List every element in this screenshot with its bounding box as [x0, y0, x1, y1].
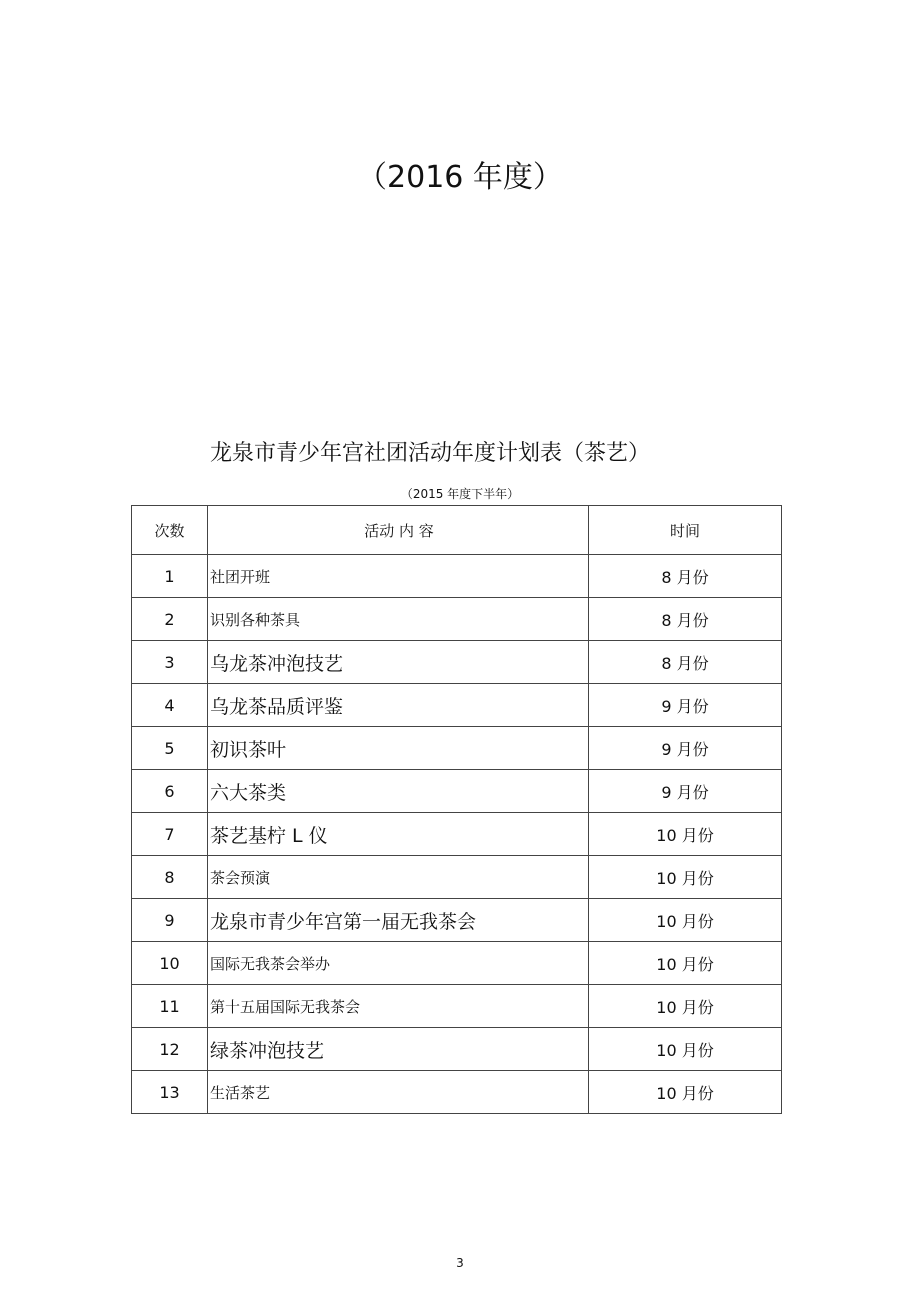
table-row [132, 641, 782, 684]
table-row [132, 727, 782, 770]
row-activity: 国际无我茶会举办 [208, 942, 589, 985]
row-no: 11 [132, 985, 208, 1028]
row-time: 10 月份 [589, 1028, 782, 1071]
row-no: 6 [132, 770, 208, 813]
row-time: 10 月份 [589, 813, 782, 856]
row-time: 9 月份 [589, 684, 782, 727]
table-row [132, 899, 782, 942]
row-activity: 社团开班 [208, 555, 589, 598]
row-activity: 初识茶叶 [208, 727, 589, 770]
year-heading: （2016 年度） [357, 160, 563, 195]
row-time: 9 月份 [589, 727, 782, 770]
row-activity: 识别各种茶具 [208, 598, 589, 641]
table-row [132, 1071, 782, 1114]
row-activity: 茶会预演 [208, 856, 589, 899]
row-no: 4 [132, 684, 208, 727]
table-row [132, 985, 782, 1028]
row-activity: 六大茶类 [208, 770, 589, 813]
table-header-row [132, 506, 782, 555]
table-row [132, 1028, 782, 1071]
table-row [132, 770, 782, 813]
row-no: 8 [132, 856, 208, 899]
document-title: 龙泉市青少年宫社团活动年度计划表（茶艺） [209, 441, 650, 466]
row-time: 9 月份 [589, 770, 782, 813]
header-time: 时间 [589, 506, 782, 555]
row-time: 8 月份 [589, 555, 782, 598]
row-activity: 绿茶冲泡技艺 [208, 1028, 589, 1071]
row-no: 9 [132, 899, 208, 942]
row-no: 12 [132, 1028, 208, 1071]
table-row [132, 598, 782, 641]
row-activity: 龙泉市青少年宫第一届无我茶会 [208, 899, 589, 942]
header-activity: 活动 内 容 [208, 506, 589, 555]
row-no: 1 [132, 555, 208, 598]
row-time: 8 月份 [589, 641, 782, 684]
row-activity: 生活茶艺 [208, 1071, 589, 1114]
table-row [132, 555, 782, 598]
row-time: 8 月份 [589, 598, 782, 641]
row-time: 10 月份 [589, 1071, 782, 1114]
table-row [132, 942, 782, 985]
row-no: 5 [132, 727, 208, 770]
row-activity: 茶艺基柠 L 仪 [208, 813, 589, 856]
activity-plan-table [131, 505, 782, 1114]
table-row [132, 813, 782, 856]
table-row [132, 856, 782, 899]
row-activity: 第十五届国际无我茶会 [208, 985, 589, 1028]
row-no: 10 [132, 942, 208, 985]
row-time: 10 月份 [589, 899, 782, 942]
row-activity: 乌龙茶品质评鉴 [208, 684, 589, 727]
row-no: 13 [132, 1071, 208, 1114]
header-no: 次数 [132, 506, 208, 555]
row-time: 10 月份 [589, 856, 782, 899]
row-no: 7 [132, 813, 208, 856]
document-subtitle: （2015 年度下半年） [400, 487, 520, 501]
row-activity: 乌龙茶冲泡技艺 [208, 641, 589, 684]
page-number: 3 [456, 1256, 464, 1270]
row-no: 3 [132, 641, 208, 684]
table-row [132, 684, 782, 727]
row-time: 10 月份 [589, 942, 782, 985]
row-time: 10 月份 [589, 985, 782, 1028]
row-no: 2 [132, 598, 208, 641]
